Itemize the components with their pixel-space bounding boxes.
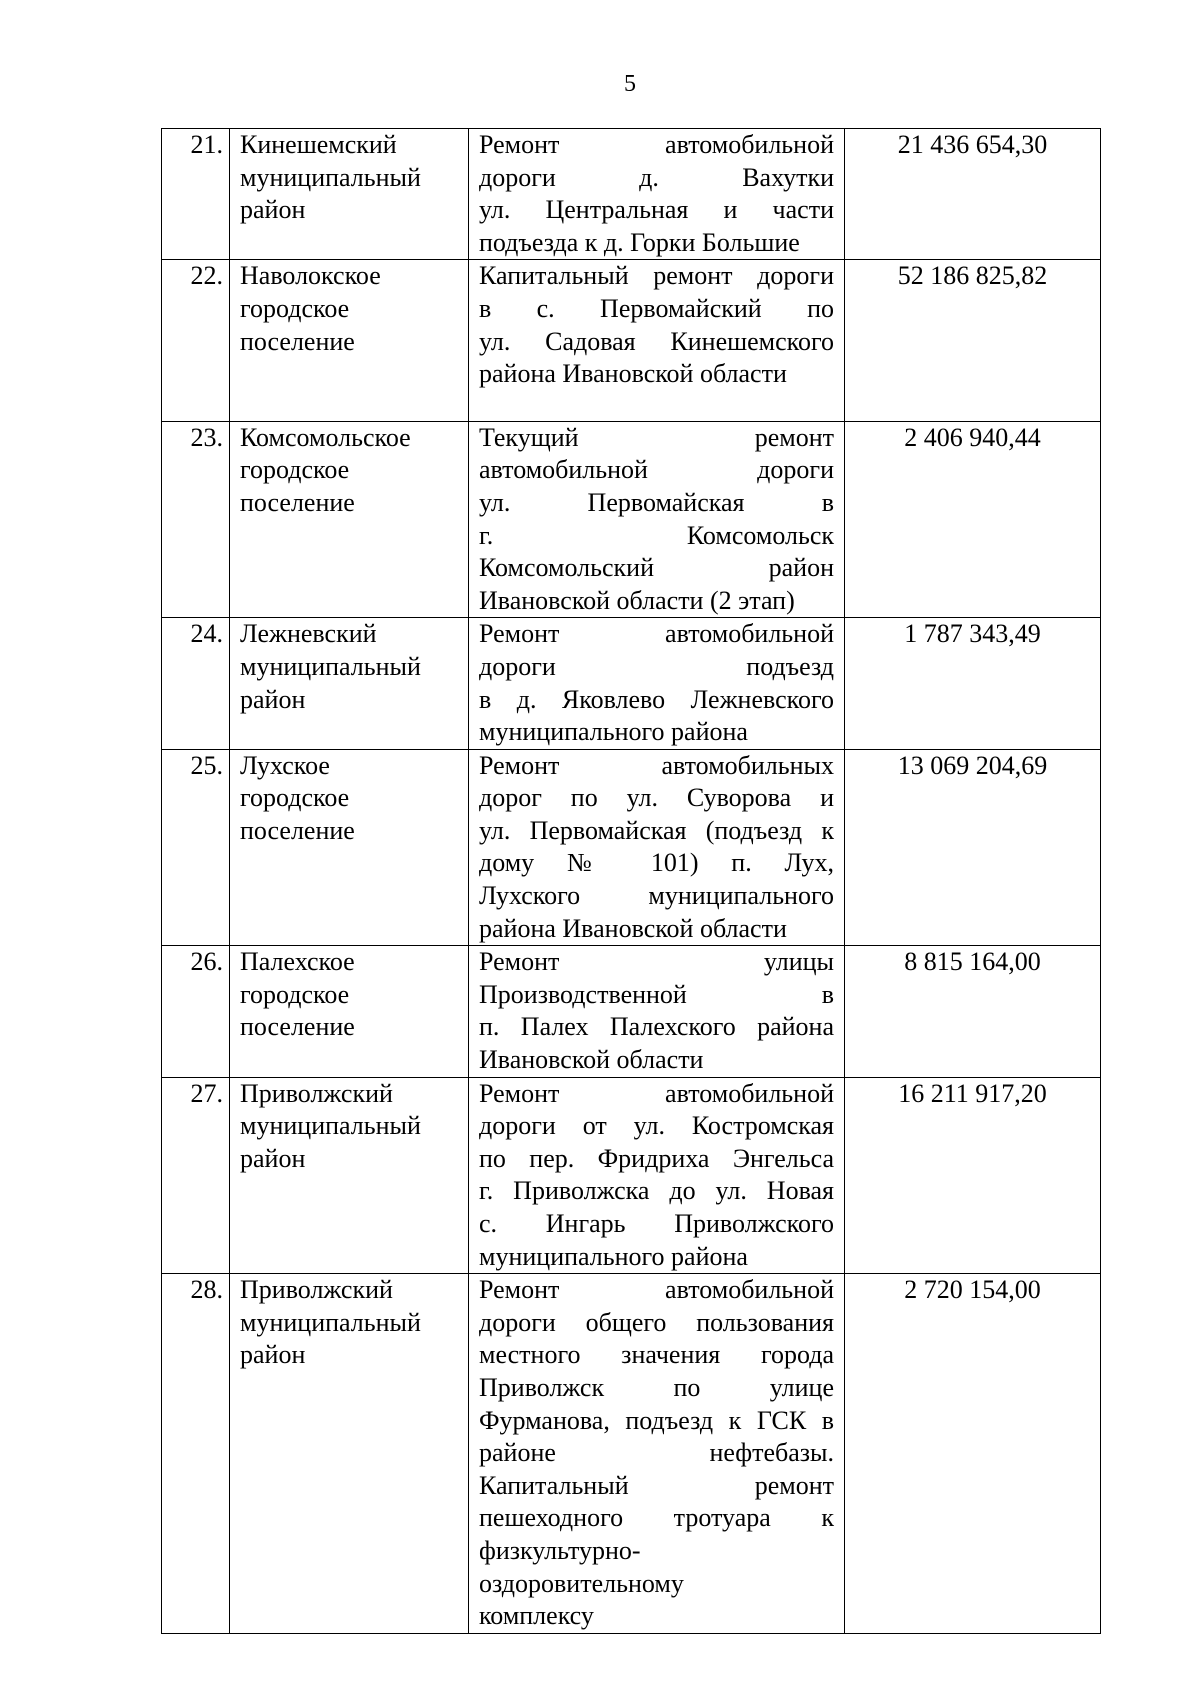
- object-description-line: муниципального района: [479, 1241, 748, 1271]
- object-description-line: пешеходного тротуара к: [479, 1503, 834, 1533]
- object-description-line: оздоровительному: [479, 1568, 684, 1598]
- row-number: 24.: [162, 618, 230, 749]
- object-description-line: районе нефтебазы.: [479, 1438, 834, 1468]
- municipality-cell: [230, 946, 469, 1077]
- table-body: [162, 129, 1101, 1634]
- object-description-line: района Ивановской области: [479, 913, 787, 943]
- row-number: 25.: [162, 749, 230, 946]
- table-row: [162, 421, 1101, 618]
- amount-cell: 52 186 825,82: [845, 260, 1101, 421]
- object-description-line: Капитальный ремонт дороги: [479, 261, 834, 291]
- table-row: [162, 618, 1101, 749]
- amount-cell: 2 720 154,00: [845, 1274, 1101, 1634]
- object-description-cell: [469, 421, 845, 618]
- object-description-line: Ремонт автомобильной: [479, 1078, 834, 1108]
- object-description-line: Комсомольский район: [479, 553, 834, 583]
- object-description-line: Ремонт автомобильной: [479, 619, 834, 649]
- row-number: 22.: [162, 260, 230, 421]
- municipality-line: поселение: [240, 815, 355, 845]
- municipality-line: Лежневский: [240, 619, 377, 649]
- municipality-line: городское: [240, 783, 350, 813]
- amount-cell: 16 211 917,20: [845, 1077, 1101, 1274]
- object-description-cell: [469, 946, 845, 1077]
- object-description-line: в с. Первомайский по: [479, 293, 834, 323]
- object-description-line: дороги от ул. Костромская: [479, 1111, 834, 1141]
- object-description-line: района Ивановской области: [479, 359, 787, 389]
- amount-cell: 13 069 204,69: [845, 749, 1101, 946]
- object-description-line: п. Палех Палехского района: [479, 1012, 834, 1042]
- municipality-line: муниципальный: [240, 162, 421, 192]
- amount-cell: 8 815 164,00: [845, 946, 1101, 1077]
- object-description-cell: [469, 1077, 845, 1274]
- object-description-line: Приволжск по улице: [479, 1372, 834, 1402]
- object-description-line: по пер. Фридриха Энгельса: [479, 1143, 834, 1173]
- municipality-line: Кинешемский: [240, 130, 397, 159]
- municipality-line: район: [240, 195, 306, 225]
- municipality-line: городское: [240, 979, 350, 1009]
- object-description-cell: [469, 260, 845, 421]
- municipality-line: городское: [240, 455, 350, 485]
- object-description-line: дому № 101) п. Лух,: [479, 848, 834, 878]
- table-row: [162, 749, 1101, 946]
- object-description-line: Текущий ремонт: [479, 422, 834, 452]
- object-description-line: ул. Первомайская в: [479, 487, 834, 517]
- object-description-line: комплексу: [479, 1601, 594, 1631]
- municipality-line: Приволжский: [240, 1078, 393, 1108]
- object-description-line: физкультурно-: [479, 1535, 641, 1565]
- municipality-line: Палехское: [240, 947, 355, 977]
- municipality-cell: [230, 749, 469, 946]
- projects-table: [161, 128, 1101, 1634]
- object-description-line: Ивановской области (2 этап): [479, 585, 795, 615]
- object-description-line: Фурманова, подъезд к ГСК в: [479, 1405, 834, 1435]
- object-description-cell: [469, 1274, 845, 1634]
- municipality-cell: [230, 260, 469, 421]
- municipality-cell: [230, 1077, 469, 1274]
- object-description-line: дороги подъезд: [479, 651, 834, 681]
- page-number: 5: [624, 71, 636, 97]
- municipality-cell: [230, 1274, 469, 1634]
- municipality-line: Лухское: [240, 750, 330, 780]
- municipality-cell: [230, 618, 469, 749]
- object-description-line: подъезда к д. Горки Большие: [479, 227, 800, 257]
- row-number: 27.: [162, 1077, 230, 1274]
- object-description-line: Ивановской области: [479, 1045, 704, 1075]
- row-number: 23.: [162, 421, 230, 618]
- municipality-line: поселение: [240, 487, 355, 517]
- object-description-line: Производственной в: [479, 979, 834, 1009]
- municipality-line: муниципальный: [240, 1307, 421, 1337]
- row-number: 21.: [162, 129, 230, 260]
- object-description-line: дороги общего пользования: [479, 1307, 834, 1337]
- object-description-line: Ремонт автомобильной: [479, 130, 834, 159]
- object-description-line: г. Комсомольск: [479, 520, 834, 550]
- table-row: [162, 260, 1101, 421]
- municipality-cell: [230, 129, 469, 260]
- table-row: [162, 1274, 1101, 1634]
- table-row: [162, 946, 1101, 1077]
- object-description-cell: [469, 618, 845, 749]
- row-number: 28.: [162, 1274, 230, 1634]
- object-description-line: дороги д. Вахутки: [479, 162, 834, 192]
- municipality-line: Приволжский: [240, 1275, 393, 1305]
- amount-cell: 1 787 343,49: [845, 618, 1101, 749]
- object-description-line: в д. Яковлево Лежневского: [479, 684, 834, 714]
- municipality-line: городское: [240, 293, 350, 323]
- object-description-cell: [469, 129, 845, 260]
- object-description-line: г. Приволжска до ул. Новая: [479, 1176, 834, 1206]
- object-description-line: Лухского муниципального: [479, 881, 834, 911]
- object-description-line: ул. Первомайская (подъезд к: [479, 815, 834, 845]
- municipality-line: район: [240, 1143, 306, 1173]
- object-description-line: Ремонт автомобильных: [479, 750, 834, 780]
- amount-cell: 2 406 940,44: [845, 421, 1101, 618]
- object-description-line: ул. Центральная и части: [479, 195, 834, 225]
- municipality-line: поселение: [240, 326, 355, 356]
- object-description-line: Капитальный ремонт: [479, 1470, 834, 1500]
- object-description-line: муниципального района: [479, 717, 748, 747]
- municipality-line: поселение: [240, 1012, 355, 1042]
- object-description-line: Ремонт автомобильной: [479, 1275, 834, 1305]
- municipality-cell: [230, 421, 469, 618]
- table-row: [162, 129, 1101, 260]
- object-description-cell: [469, 749, 845, 946]
- municipality-line: муниципальный: [240, 1111, 421, 1141]
- object-description-line: с. Ингарь Приволжского: [479, 1209, 834, 1238]
- object-description-line: ул. Садовая Кинешемского: [479, 326, 834, 356]
- municipality-line: Наволокское: [240, 261, 381, 291]
- object-description-line: автомобильной дороги: [479, 455, 834, 485]
- row-number: 26.: [162, 946, 230, 1077]
- object-description-line: местного значения города: [479, 1340, 834, 1370]
- municipality-line: муниципальный: [240, 651, 421, 681]
- municipality-line: район: [240, 684, 306, 714]
- amount-cell: 21 436 654,30: [845, 129, 1101, 260]
- municipality-line: Комсомольское: [240, 422, 411, 452]
- table-row: [162, 1077, 1101, 1274]
- municipality-line: район: [240, 1340, 306, 1370]
- object-description-line: Ремонт улицы: [479, 947, 834, 977]
- object-description-line: дорог по ул. Суворова и: [479, 783, 834, 813]
